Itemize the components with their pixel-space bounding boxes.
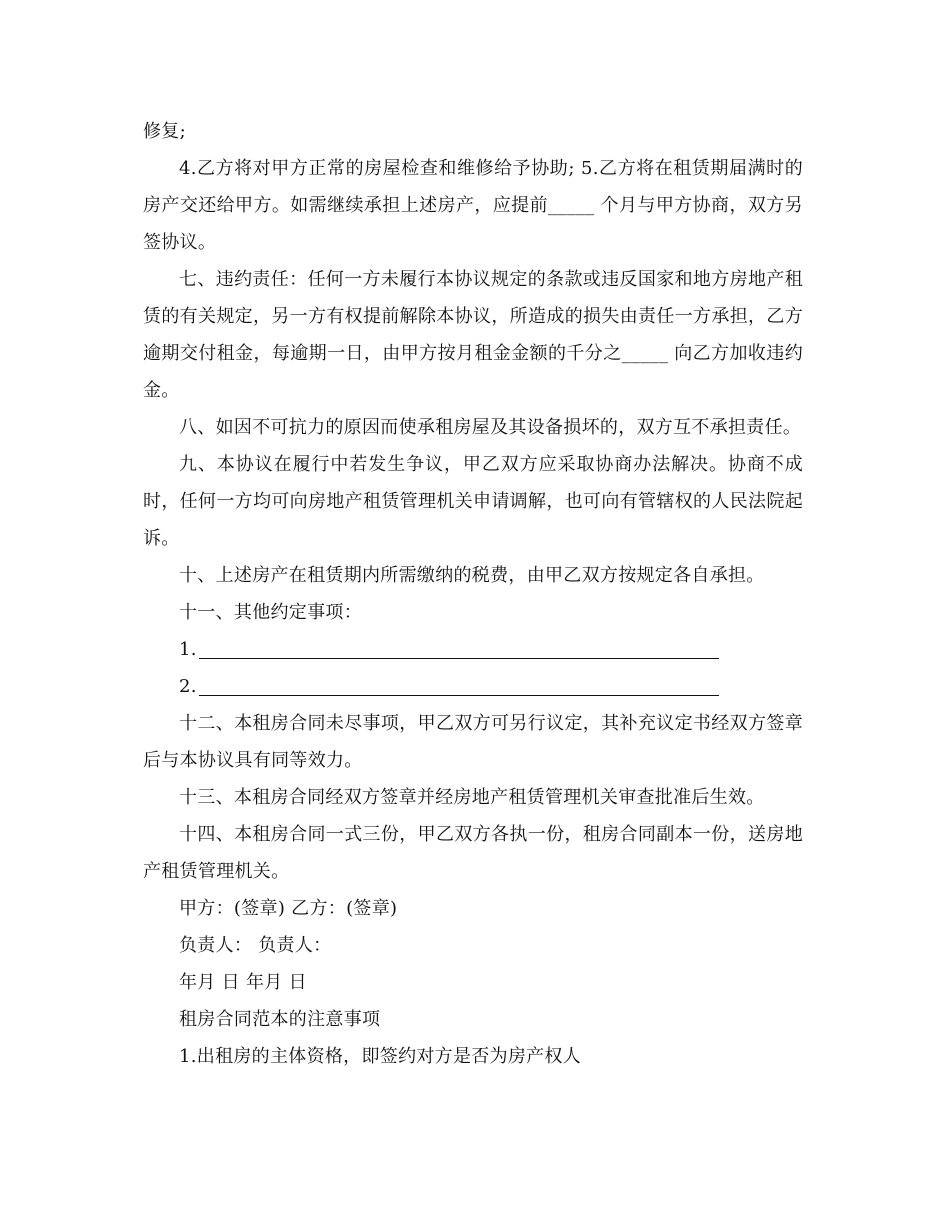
paragraph-clause-12: 十二、本租房合同未尽事项，甲乙双方可另行议定，其补充议定书经双方签章后与本协议具有同等效力。: [143, 713, 803, 771]
paragraph-repair: 修复;: [143, 121, 186, 142]
paragraph-clause-7-breach: 七、违约责任：任何一方未履行本协议规定的条款或违反国家和地方房地产租赁的有关规定，另一方有权提前解除本协议，所造成的损失由责任一方承担，乙方逾期交付租金，每逾期一日，由甲方按月租金金额的千分之_____ 向乙方加收违约金。: [143, 269, 803, 401]
notes-section-title: 租房合同范本的注意事项: [179, 1009, 381, 1030]
paragraph-clause-11-other: 十一、其他约定事项：: [179, 602, 362, 623]
paragraph-clause-14: 十四、本租房合同一式三份，甲乙双方各执一份，租房合同副本一份，送房地产租赁管理机关。: [143, 824, 803, 882]
paragraph-clause-8-force-majeure: 八、如因不可抗力的原因而使承租房屋及其设备损坏的，双方互不承担责任。: [179, 417, 802, 438]
document-body: [143, 113, 803, 1075]
paragraph-clause-4-5: 4.乙方将对甲方正常的房屋检查和维修给予协助; 5.乙方将在租赁期届满时的房产交还给甲方。如需继续承担上述房产，应提前_____ 个月与甲方协商，双方另签协议。: [143, 158, 803, 253]
note-item-1: 1.出租房的主体资格，即签约对方是否为房产权人: [179, 1046, 582, 1067]
blank-fill-line: [199, 675, 719, 696]
paragraph-clause-9-disputes: 九、本协议在履行中若发生争议，甲乙双方应采取协商办法解决。协商不成时，任何一方均可向房地产租赁管理机关申请调解，也可向有管辖权的人民法院起诉。: [143, 454, 803, 549]
blank-item-1: [143, 631, 803, 668]
blank-fill-line: [199, 638, 719, 659]
paragraph-clause-10-taxes: 十、上述房产在租赁期内所需缴纳的税费，由甲乙双方按规定各自承担。: [179, 565, 765, 586]
blank-item-label: 2.: [179, 676, 197, 697]
date-line: 年月 日 年月 日: [179, 972, 307, 993]
paragraph-clause-13: 十三、本租房合同经双方签章并经房地产租赁管理机关审查批准后生效。: [179, 787, 765, 808]
responsible-person-line: 负责人： 负责人：: [179, 935, 332, 956]
blank-item-label: 1.: [179, 639, 197, 660]
blank-item-2: [143, 668, 803, 705]
signature-line: 甲方：(签章) 乙方：(签章): [179, 898, 398, 919]
